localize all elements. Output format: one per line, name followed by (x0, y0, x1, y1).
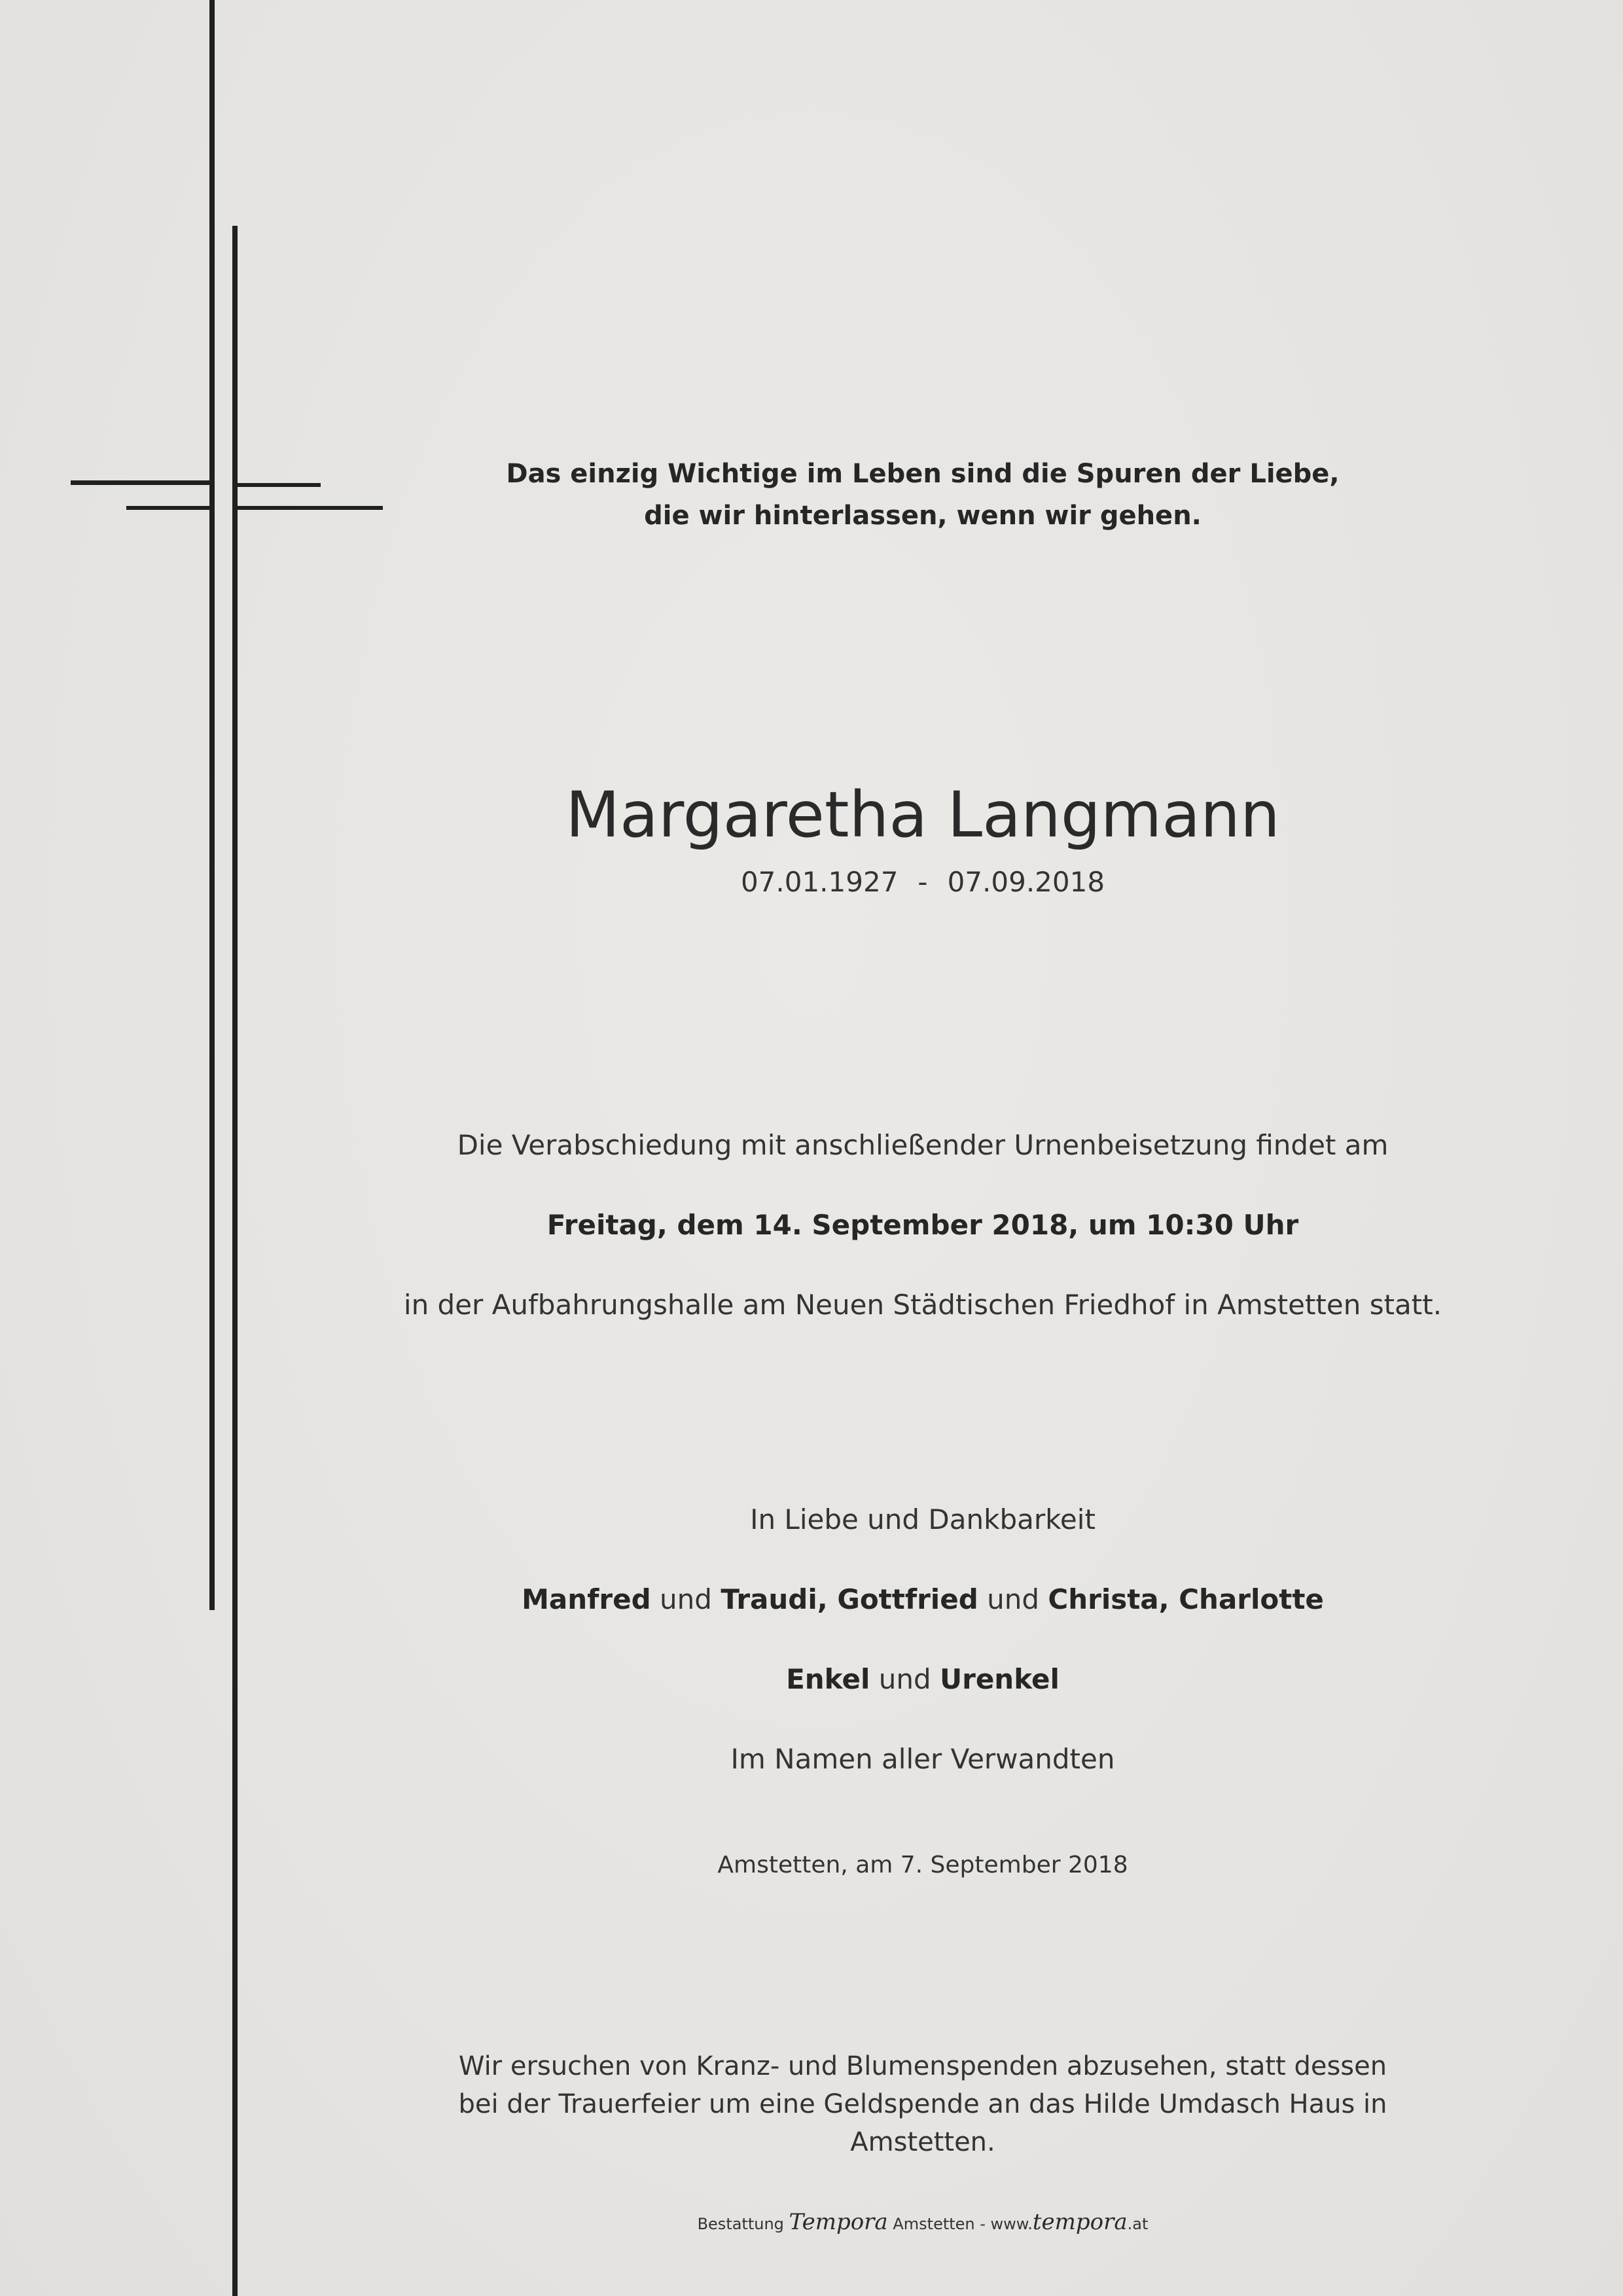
place-and-date: Amstetten, am 7. September 2018 (717, 1852, 1128, 1878)
life-dates (393, 863, 1453, 902)
birth-date: 07.01.1927 (740, 866, 899, 898)
mourner-name: Urenkel (940, 1663, 1060, 1695)
cross-horizontal-line-4 (232, 506, 383, 510)
date-separator: - (918, 866, 928, 898)
cross-horizontal-line-2 (232, 483, 321, 487)
footer-suffix: .at (1127, 2215, 1149, 2233)
mourner-name: Christa, Charlotte (1048, 1583, 1324, 1615)
funeral-home-brand-url: tempora (1032, 2209, 1128, 2235)
death-date: 07.09.2018 (947, 866, 1105, 898)
mourners-grandchildren-line (393, 1660, 1453, 1699)
conjunction: und (987, 1583, 1040, 1615)
ceremony-date-time: Freitag, dem 14. September 2018, um 10:30 Uhr (546, 1209, 1299, 1241)
cross-vertical-line-right (232, 226, 238, 2296)
mourner-name: Enkel (786, 1663, 870, 1695)
funeral-home-footer (393, 2209, 1453, 2237)
deceased-name: Margaretha Langmann (565, 778, 1280, 852)
cross-horizontal-line-1 (71, 480, 215, 485)
funeral-home-brand: Tempora (789, 2209, 888, 2235)
mourner-name: Traudi, Gottfried (721, 1583, 978, 1615)
footer-prefix: Bestattung (697, 2215, 784, 2233)
mourners-relatives: Im Namen aller Verwandten (730, 1743, 1115, 1775)
footer-middle: Amstetten - www. (893, 2215, 1033, 2233)
donation-request-line-1: Wir ersuchen von Kranz- und Blumenspenden abzusehen, statt dessen (458, 2051, 1387, 2081)
ceremony-line-1: Die Verabschiedung mit anschließender Urnenbeisetzung findet am (457, 1129, 1389, 1161)
conjunction: und (660, 1583, 712, 1615)
motto (393, 453, 1453, 537)
donation-request (393, 2047, 1453, 2161)
ceremony-location: in der Aufbahrungshalle am Neuen Städtischen Friedhof in Amstetten statt. (403, 1289, 1442, 1321)
motto-line-1: Das einzig Wichtige im Leben sind die Spuren der Liebe, (506, 459, 1340, 489)
mourner-name: Manfred (522, 1583, 651, 1615)
donation-request-line-2: bei der Trauerfeier um eine Geldspende an das Hilde Umdasch Haus in Amstetten. (458, 2089, 1387, 2157)
motto-line-2: die wir hinterlassen, wenn wir gehen. (644, 501, 1202, 531)
cross-horizontal-line-3 (126, 506, 215, 510)
cross-vertical-line-left (209, 0, 215, 1610)
conjunction: und (878, 1663, 931, 1695)
mourners-family-line (393, 1580, 1453, 1619)
mourners-intro: In Liebe und Dankbarkeit (750, 1503, 1096, 1535)
